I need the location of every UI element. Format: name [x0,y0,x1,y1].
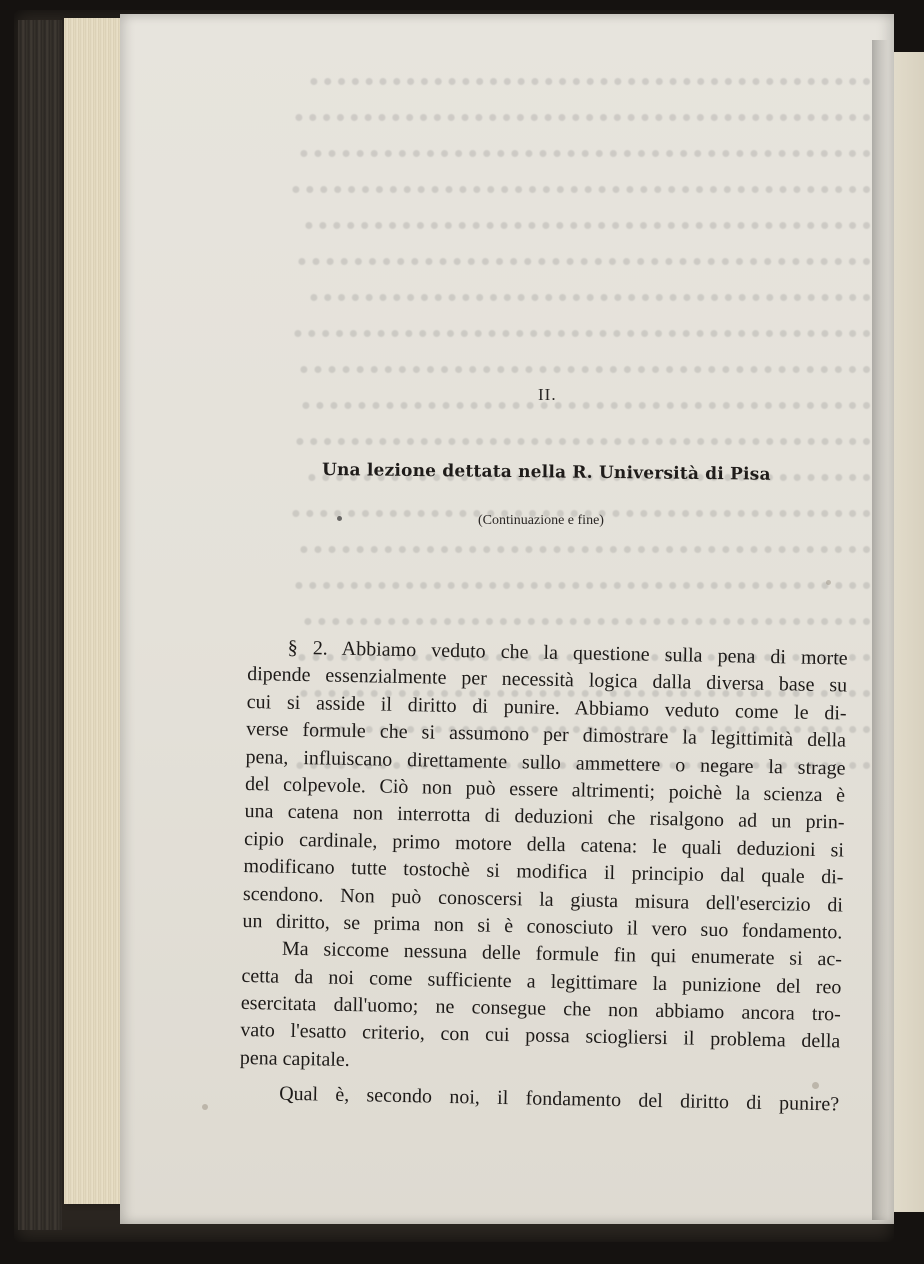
body-line: del colpevole. Ciò non può essere altrimenti; poichè la scienza è [244,772,846,807]
body-line: cipio cardinale, primo motore della catena: le quali deduzioni si [243,827,845,862]
body-line: pena, influiscano direttamente sullo ammettere o negare la strage [245,745,846,780]
body-line: Ma siccome nessuna delle formule fin qui enumerate si ac- [281,938,843,971]
body-line: Qual è, secondo noi, il fondamento del diritto di punire? [278,1082,840,1116]
body-line: cui si asside il diritto di punire. Abbiamo veduto come le di- [246,690,847,725]
body-line: esercitata dall'uomo; ne consegue che non abbiamo ancora tro- [240,992,842,1026]
section-number: II. [538,385,557,404]
ink-mark [337,516,342,521]
body-line: dipende essenzialmente per necessità logica dalla diversa base su [247,663,848,697]
body-line: modificano tutte tostochè si modifica il principio dal quale di- [243,855,844,889]
body-line: verse formule che si assumono per dimostrare la legittimità della [245,718,847,752]
chapter-subtitle: (Continuazione e fine) [478,513,604,528]
body-line: vato l'esatto criterio, con cui possa sciogliersi il problema della [240,1019,841,1053]
body-line: un diritto, se prima non si è conosciuto il vero suo fondamento. [242,909,843,944]
body-text [239,634,848,1119]
body-line: una catena non interrotta di deduzioni che risalgono ad un prin- [244,800,845,834]
body-line: cetta da noi come sufficiente a legittimare la punizione del reo [241,964,842,999]
body-line: scendono. Non può conoscersi la giusta misura dell'esercizio di [242,882,844,916]
chapter-title: Una lezione dettata nella R. Università di Pisa [321,460,771,485]
body-line: pena capitale. [239,1046,350,1071]
body-line: § 2. Abbiamo veduto che la questione sulla pena di morte [287,636,848,670]
